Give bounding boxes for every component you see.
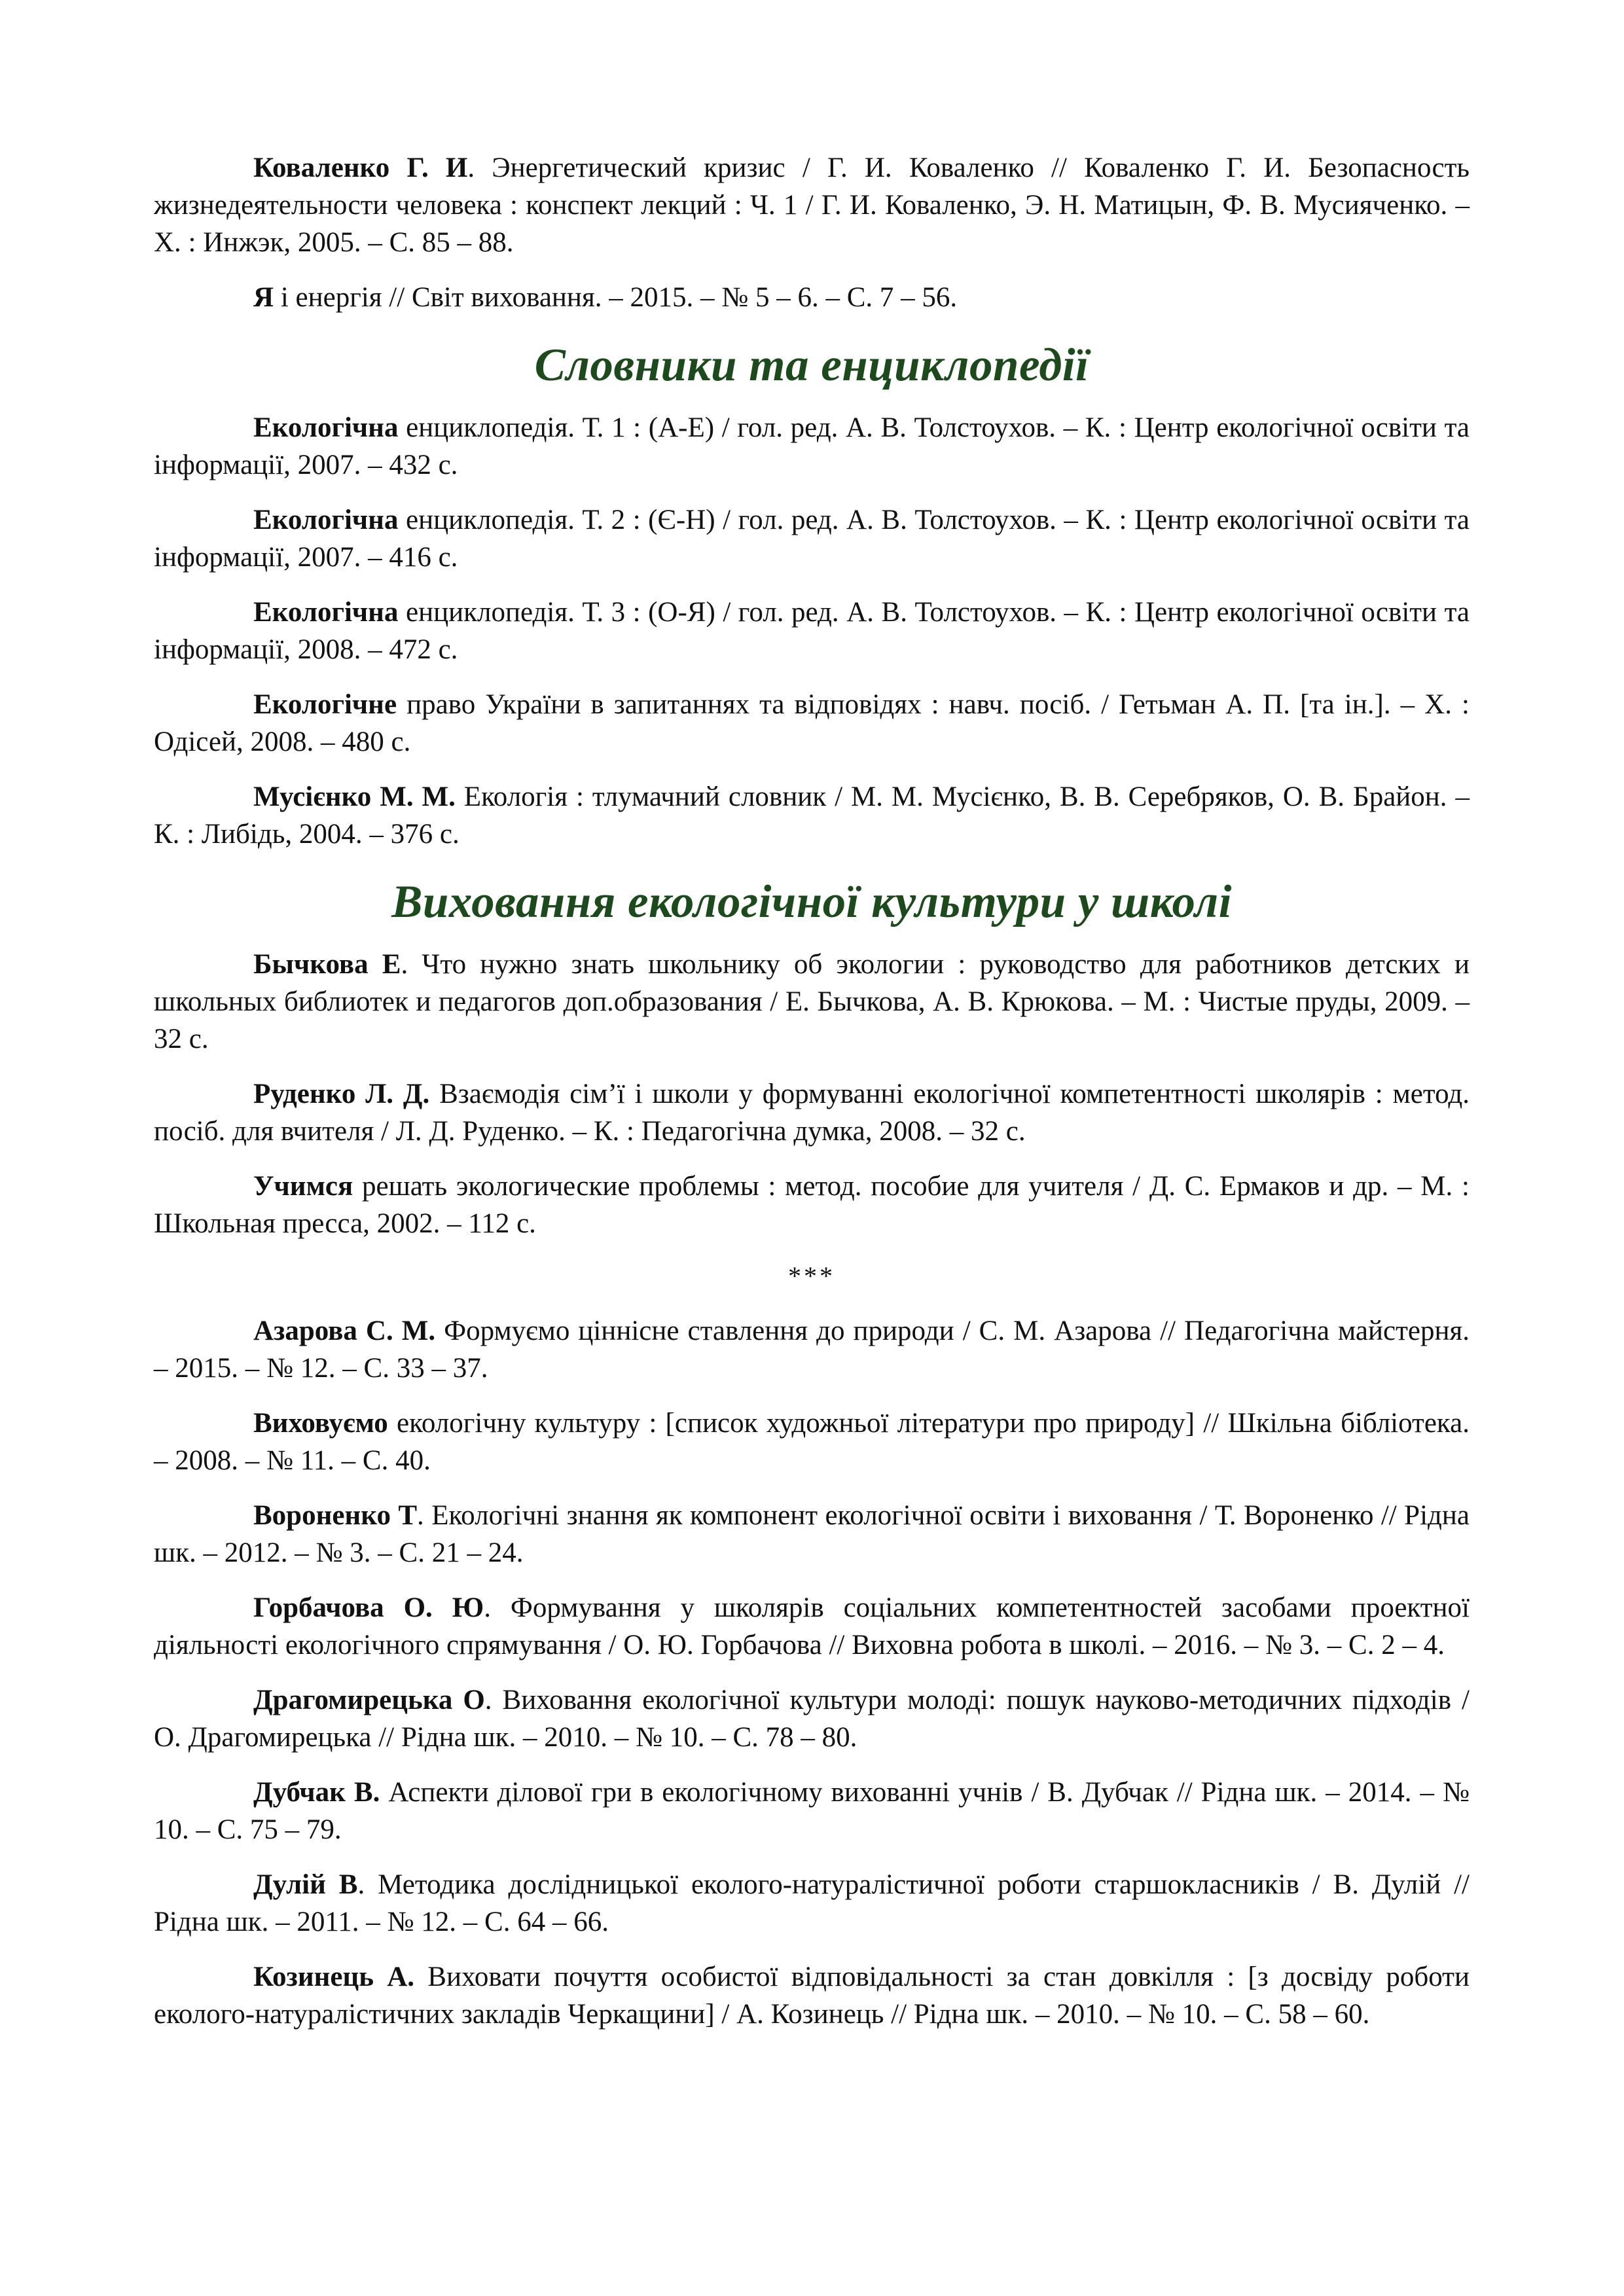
entry-author: Виховуємо — [253, 1408, 388, 1439]
entry-text: . Методика дослідницької еколого-натуралістичної роботи старшокласників / В. Дулій // Рідна шк. – 2011. – № 12. – С. 64 – 66. — [154, 1869, 1470, 1937]
bibliography-entry — [154, 1681, 1470, 1756]
entry-text: Виховати почуття особистої відповідальності за стан довкілля : [з досвіду роботи еколого-натуралістичних закладів Черкащини] / А. Козинець // Рідна шк. – 2010. – № 10. – С. 58 – 60. — [154, 1962, 1470, 2030]
entry-text: . Формування у школярів соціальних компетентностей засобами проектної діяльності екологічного спрямування / О. Ю. Горбачова // Виховна робота в школі. – 2016. – № 3. – С. 2 – 4. — [154, 1592, 1470, 1660]
entry-text: право України в запитаннях та відповідях : навч. посіб. / Гетьман А. П. [та ін.]. – Х. : Одісей, 2008. – 480 с. — [154, 689, 1470, 757]
bibliography-entry — [154, 501, 1470, 576]
entry-author: Козинець А. — [253, 1962, 415, 1992]
bibliography-entry — [154, 1405, 1470, 1479]
bibliography-entry — [154, 1866, 1470, 1941]
entry-author: Бычкова Е — [253, 949, 401, 980]
entry-text: . Энергетический кризис / Г. И. Коваленко // Коваленко Г. И. Безопасность жизнедеятельности человека : конспект лекций : Ч. 1 / Г. И. Коваленко, Э. Н. Матицын, Ф. В. Мусияченко. – Х. : Инжэк, 2005. – С. 85 – 88. — [154, 152, 1470, 258]
entry-text: енциклопедія. Т. 1 : (А-Е) / гол. ред. А. В. Толстоухов. – К. : Центр екологічної освіти та інформації, 2007. – 432 с. — [154, 412, 1470, 480]
entry-text: енциклопедія. Т. 3 : (О-Я) / гол. ред. А. В. Толстоухов. – К. : Центр екологічної освіти та інформації, 2008. – 472 с. — [154, 597, 1470, 665]
entry-author: Екологічне — [253, 689, 397, 720]
entry-text: Формуємо ціннісне ставлення до природи / С. М. Азарова // Педагогічна майстерня. – 2015. – № 12. – С. 33 – 37. — [154, 1316, 1470, 1384]
entry-author: Драгомирецька О — [253, 1685, 485, 1715]
entry-text: . Виховання екологічної культури молоді: пошук науково-методичних підходів / О. Драгомирецька // Рідна шк. – 2010. – № 10. – С. 78 – 80. — [154, 1685, 1470, 1753]
entry-text: Взаємодія сім’ї і школи у формуванні екологічної компетентності школярів : метод. посіб. для вчителя / Л. Д. Руденко. – К. : Педагогічна думка, 2008. – 32 с. — [154, 1079, 1470, 1147]
entry-author: Горбачова О. Ю — [253, 1592, 484, 1623]
bibliography-entry — [154, 1958, 1470, 2033]
entry-author: Дулій В — [253, 1869, 358, 1900]
entry-text: Екологія : тлумачний словник / М. М. Мусієнко, В. В. Серебряков, О. В. Брайон. – К. : Либідь, 2004. – 376 с. — [154, 781, 1470, 850]
entry-text: . Екологічні знання як компонент екологічної освіти і виховання / Т. Вороненко // Рідна шк. – 2012. – № 3. – С. 21 – 24. — [154, 1500, 1470, 1568]
bibliography-entry — [154, 149, 1470, 261]
entry-author: Коваленко Г. И — [253, 152, 468, 183]
entry-author: Екологічна — [253, 505, 399, 535]
entry-text: Аспекти ділової гри в екологічному вихованні учнів / В. Дубчак // Рідна шк. – 2014. – № 10. – С. 75 – 79. — [154, 1777, 1470, 1845]
bibliography-entry — [154, 778, 1470, 853]
entry-author: Мусієнко М. М. — [253, 781, 456, 812]
bibliography-entry — [154, 1168, 1470, 1242]
entry-author: Азарова С. М. — [253, 1316, 436, 1346]
entry-text: екологічну культуру : [список художньої літератури про природу] // Шкільна бібліотека. – 2008. – № 11. – С. 40. — [154, 1408, 1470, 1476]
bibliography-entry — [154, 594, 1470, 668]
section-heading-school-education: Виховання екологічної культури у школі — [391, 876, 1232, 927]
bibliography-entry — [154, 686, 1470, 761]
bibliography-entry — [154, 409, 1470, 484]
entry-author: Екологічна — [253, 412, 399, 443]
entry-author: Вороненко Т — [253, 1500, 418, 1531]
entry-text: енциклопедія. Т. 2 : (Є-Н) / гол. ред. А. В. Толстоухов. – К. : Центр екологічної освіти та інформації, 2007. – 416 с. — [154, 505, 1470, 573]
entry-author: Дубчак В. — [253, 1777, 380, 1808]
entry-author: Учимся — [253, 1171, 353, 1202]
bibliography-entry — [154, 946, 1470, 1058]
entry-text: решать экологические проблемы : метод. пособие для учителя / Д. С. Ермаков и др. – М. : Школьная пресса, 2002. – 112 с. — [154, 1171, 1470, 1239]
bibliography-entry — [154, 279, 1470, 316]
bibliography-entry — [154, 1589, 1470, 1664]
entry-text: і енергія // Світ виховання. – 2015. – № 5 – 6. – С. 7 – 56. — [274, 282, 958, 313]
section-heading-dictionaries: Словники та енциклопедії — [534, 340, 1089, 391]
entry-text: . Что нужно знать школьнику об экологии : руководство для работников детских и школьных библиотек и педагогов доп.образования / Е. Бычкова, А. В. Крюкова. – М. : Чистые пруды, 2009. – 32 с. — [154, 949, 1470, 1054]
entry-author: Руденко Л. Д. — [253, 1079, 430, 1109]
document-page — [154, 149, 1470, 2051]
section-divider: *** — [788, 1261, 835, 1291]
entry-author: Екологічна — [253, 597, 399, 628]
bibliography-entry — [154, 1774, 1470, 1848]
bibliography-entry — [154, 1312, 1470, 1387]
entry-author: Я — [253, 282, 274, 313]
bibliography-entry — [154, 1075, 1470, 1150]
bibliography-entry — [154, 1497, 1470, 1571]
